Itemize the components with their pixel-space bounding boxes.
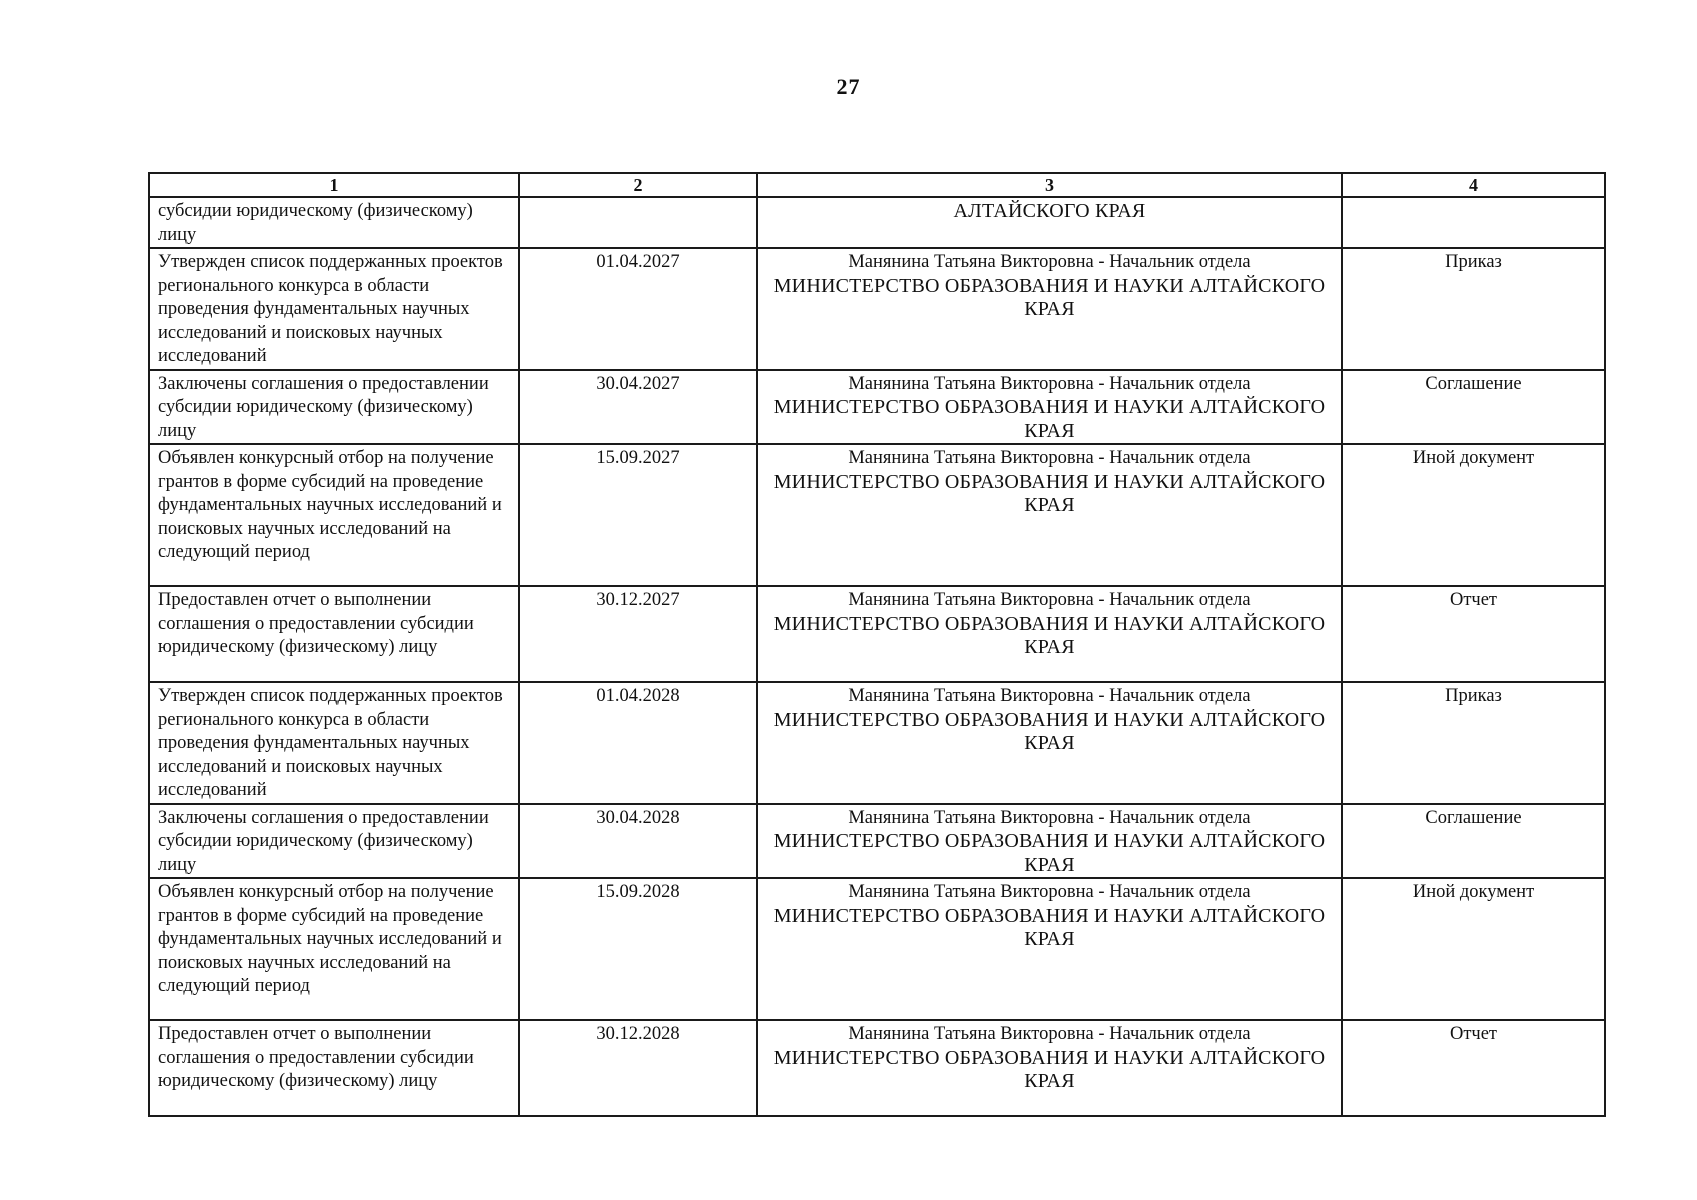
responsible-person: Манянина Татьяна Викторовна - Начальник отдела bbox=[848, 882, 1251, 902]
responsible-cell bbox=[757, 370, 1342, 445]
responsible-person: Манянина Татьяна Викторовна - Начальник отдела bbox=[848, 686, 1251, 706]
table-row bbox=[149, 682, 1605, 804]
table-row bbox=[149, 1020, 1605, 1116]
document-cell: Соглашение bbox=[1342, 370, 1605, 445]
document-cell: Приказ bbox=[1342, 682, 1605, 804]
responsible-cell bbox=[757, 248, 1342, 370]
organization-text: МИНИСТЕРСТВО ОБРАЗОВАНИЯ И НАУКИ АЛТАЙСКОГО КРАЯ bbox=[773, 830, 1326, 876]
responsible-cell bbox=[757, 1020, 1342, 1116]
organization-text: МИНИСТЕРСТВО ОБРАЗОВАНИЯ И НАУКИ АЛТАЙСКОГО КРАЯ bbox=[773, 612, 1326, 658]
date-cell: 30.04.2027 bbox=[519, 370, 757, 445]
responsible-person: Манянина Татьяна Викторовна - Начальник отдела bbox=[848, 373, 1251, 394]
header-row bbox=[149, 173, 1605, 197]
date-cell: 30.12.2027 bbox=[519, 586, 757, 682]
responsible-cell bbox=[757, 444, 1342, 586]
description-cell: Объявлен конкурсный отбор на получение грантов в форме субсидий на проведение фундаментальных научных исследований и поисковых научных исследований на следующий период bbox=[149, 878, 519, 1020]
description-cell: Заключены соглашения о предоставлении субсидии юридическому (физическому) лицу bbox=[149, 804, 519, 879]
organization-text: МИНИСТЕРСТВО ОБРАЗОВАНИЯ И НАУКИ АЛТАЙСКОГО КРАЯ bbox=[773, 708, 1326, 754]
responsible-person: Манянина Татьяна Викторовна - Начальник отдела bbox=[848, 1024, 1251, 1044]
document-cell: Отчет bbox=[1342, 586, 1605, 682]
description-cell: Объявлен конкурсный отбор на получение грантов в форме субсидий на проведение фундаментальных научных исследований и поисковых научных исследований на следующий период bbox=[149, 444, 519, 586]
organization-text: МИНИСТЕРСТВО ОБРАЗОВАНИЯ И НАУКИ АЛТАЙСКОГО КРАЯ bbox=[773, 904, 1326, 950]
responsible-person: Манянина Татьяна Викторовна - Начальник отдела bbox=[848, 807, 1251, 828]
table-row bbox=[149, 197, 1605, 248]
table-row bbox=[149, 248, 1605, 370]
responsible-cell bbox=[757, 682, 1342, 804]
description-cell: Утвержден список поддержанных проектов регионального конкурса в области проведения фундаментальных научных исследований и поисковых научных исследований bbox=[149, 682, 519, 804]
page-number: 27 bbox=[836, 74, 861, 99]
date-cell: 15.09.2028 bbox=[519, 878, 757, 1020]
schedule-table bbox=[148, 172, 1606, 1117]
date-cell: 15.09.2027 bbox=[519, 444, 757, 586]
date-cell: 30.04.2028 bbox=[519, 804, 757, 879]
table-row bbox=[149, 370, 1605, 445]
date-cell: 30.12.2028 bbox=[519, 1020, 757, 1116]
date-cell: 01.04.2027 bbox=[519, 248, 757, 370]
responsible-person: Манянина Татьяна Викторовна - Начальник отдела bbox=[848, 252, 1251, 272]
column-header-4: 4 bbox=[1342, 173, 1605, 197]
organization-text: МИНИСТЕРСТВО ОБРАЗОВАНИЯ И НАУКИ АЛТАЙСКОГО КРАЯ bbox=[773, 470, 1326, 516]
column-header-1: 1 bbox=[149, 173, 519, 197]
description-cell: Предоставлен отчет о выполнении соглашения о предоставлении субсидии юридическому (физическому) лицу bbox=[149, 586, 519, 682]
responsible-cell bbox=[757, 804, 1342, 879]
table-row bbox=[149, 444, 1605, 586]
column-header-2: 2 bbox=[519, 173, 757, 197]
date-cell: 01.04.2028 bbox=[519, 682, 757, 804]
document-cell bbox=[1342, 197, 1605, 248]
document-cell: Отчет bbox=[1342, 1020, 1605, 1116]
organization-text: АЛТАЙСКОГО КРАЯ bbox=[953, 200, 1146, 222]
table-row bbox=[149, 878, 1605, 1020]
responsible-cell bbox=[757, 878, 1342, 1020]
responsible-person: Манянина Татьяна Викторовна - Начальник отдела bbox=[848, 448, 1251, 468]
description-cell: Предоставлен отчет о выполнении соглашения о предоставлении субсидии юридическому (физическому) лицу bbox=[149, 1020, 519, 1116]
document-cell: Иной документ bbox=[1342, 444, 1605, 586]
table-row bbox=[149, 586, 1605, 682]
organization-text: МИНИСТЕРСТВО ОБРАЗОВАНИЯ И НАУКИ АЛТАЙСКОГО КРАЯ bbox=[773, 274, 1326, 320]
responsible-cell bbox=[757, 586, 1342, 682]
description-cell: Утвержден список поддержанных проектов регионального конкурса в области проведения фундаментальных научных исследований и поисковых научных исследований bbox=[149, 248, 519, 370]
responsible-person: Манянина Татьяна Викторовна - Начальник отдела bbox=[848, 590, 1251, 610]
document-cell: Иной документ bbox=[1342, 878, 1605, 1020]
description-cell: Заключены соглашения о предоставлении субсидии юридическому (физическому) лицу bbox=[149, 370, 519, 445]
column-header-3: 3 bbox=[757, 173, 1342, 197]
organization-text: МИНИСТЕРСТВО ОБРАЗОВАНИЯ И НАУКИ АЛТАЙСКОГО КРАЯ bbox=[773, 1046, 1326, 1092]
document-cell: Приказ bbox=[1342, 248, 1605, 370]
description-cell: субсидии юридическому (физическому) лицу bbox=[149, 197, 519, 248]
date-cell bbox=[519, 197, 757, 248]
table-row bbox=[149, 804, 1605, 879]
responsible-cell bbox=[757, 197, 1342, 248]
organization-text: МИНИСТЕРСТВО ОБРАЗОВАНИЯ И НАУКИ АЛТАЙСКОГО КРАЯ bbox=[773, 396, 1326, 442]
document-cell: Соглашение bbox=[1342, 804, 1605, 879]
